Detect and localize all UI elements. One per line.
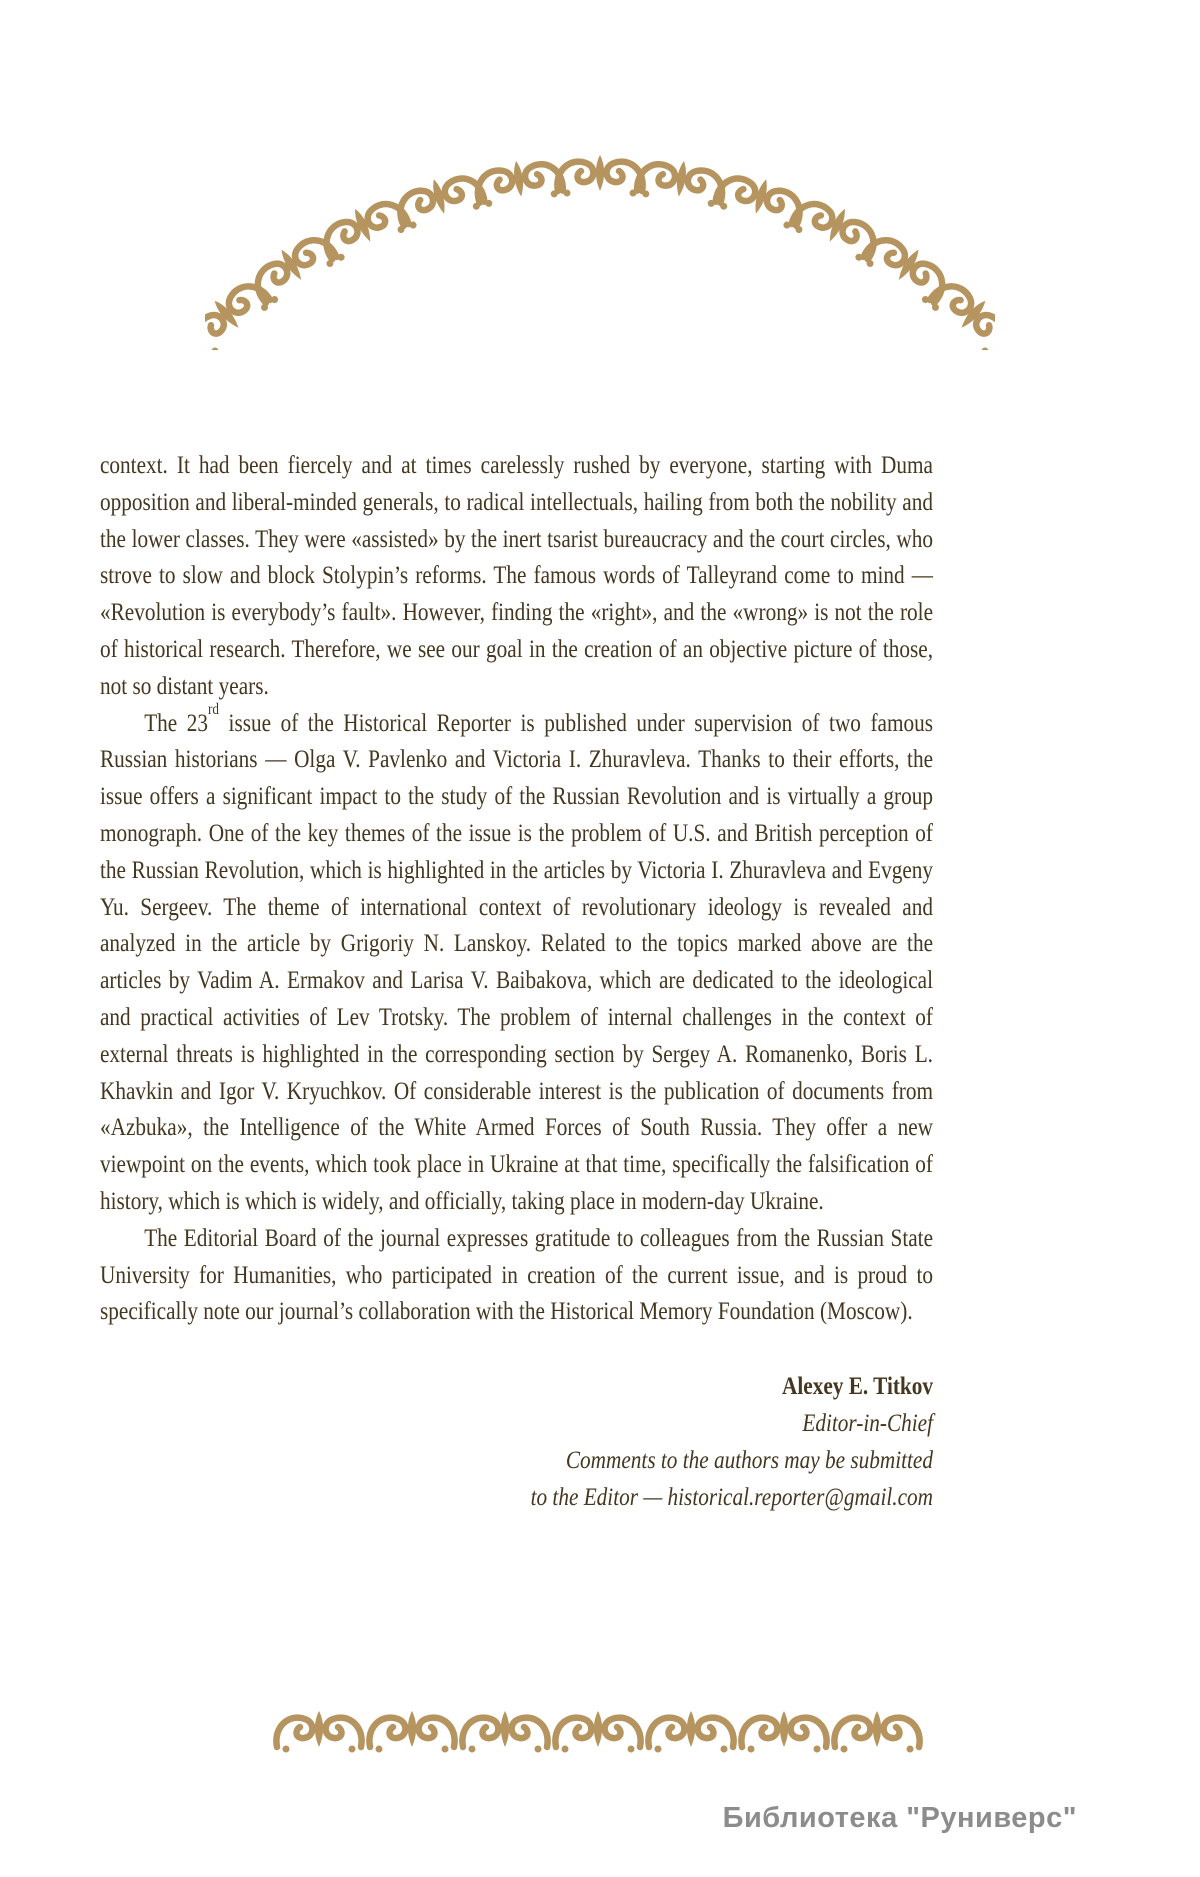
paragraph: context. It had been fiercely and at times carelessly rushed by everyone, starting with Duma opposition and liberal-minded generals, to radical intellectuals, hailing from both the nobility and the lower classes. They were «assisted» by the inert tsarist bureaucracy and the court circles, who strove to slow and block Stolypin’s reforms. The famous words of Talleyrand come to mind — «Revolution is everybody’s fault». However, finding the «right», and the «wrong» is not the role of historical research. Therefore, we see our goal in the creation of an objective picture of those, not so distant years.: [100, 452, 933, 700]
paragraph-rest: issue of the Historical Reporter is published under supervision of two famous Russian historians — Olga V. Pavlenko and Victoria I. Zhuravleva. Thanks to their efforts, the issue offers a significant impact to the study of the Russian Revolution and is virtually a group monograph. One of the key themes of the issue is the problem of U.S. and British perception of the Russian Revolution, which is highlighted in the articles by Victoria I. Zhuravleva and Evgeny Yu. Sergeev. The theme of international context of revolutionary ideology is revealed and analyzed in the article by Grigoriy N. Lanskoy. Related to the topics marked above are the articles by Vadim A. Ermakov and Larisa V. Baibakova, which are dedicated to the ideological and practical activities of Lev Trotsky. The problem of internal challenges in the context of external threats is highlighted in the corresponding section by Sergey A. Romanenko, Boris L. Khavkin and Igor V. Kryuchkov. Of considerable interest is the publication of documents from «Azbuka», the Intelligence of the White Armed Forces of South Russia. They offer a new viewpoint on the events, which took place in Ukraine at that time, specifically the falsification of history, which is which is widely, and officially, taking place in modern-day Ukraine.: [100, 709, 934, 1215]
paragraph: [100, 701, 934, 1221]
library-watermark: Библиотека "Руниверс": [722, 1802, 1077, 1834]
signature-title: Editor-in-Chief: [802, 1409, 933, 1437]
bottom-ornament-band: [273, 1703, 923, 1763]
paragraph: The Editorial Board of the journal expresses gratitude to colleagues from the Russian State University for Humanities, who participated in creation of the current issue, and is proud to specifically note our journal’s collaboration with the Historical Memory Foundation (Moscow).: [100, 1224, 933, 1326]
body-text: [100, 448, 933, 1516]
paragraph-lead: The 23: [144, 709, 209, 737]
signature-note-line1: Comments to the authors may be submitted: [565, 1446, 933, 1474]
signature-name: Alexey E. Titkov: [782, 1373, 933, 1401]
signature-block: [100, 1369, 933, 1516]
ordinal-suffix: rd: [208, 701, 220, 719]
signature-note-line2: to the Editor — historical.reporter@gmail.com: [530, 1483, 933, 1511]
top-arch-ornament: [205, 138, 995, 350]
